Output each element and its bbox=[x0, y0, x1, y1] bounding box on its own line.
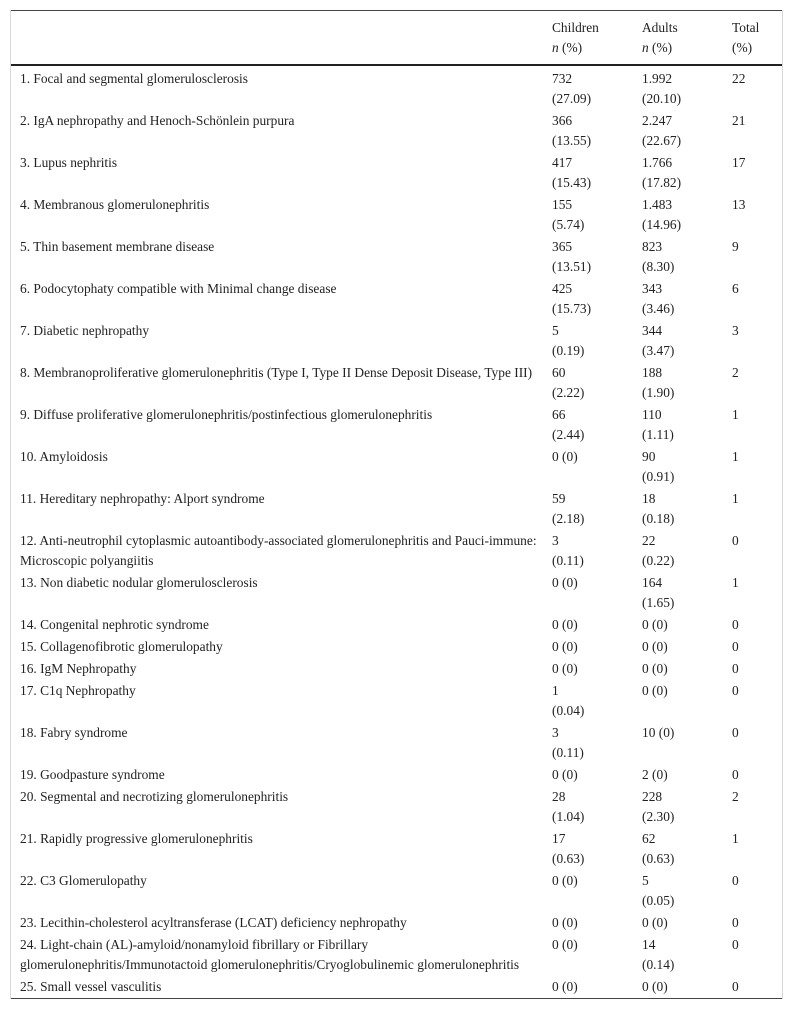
cell-adults-adults-text: 90 bbox=[642, 449, 656, 464]
cell-children bbox=[543, 934, 633, 976]
table-row bbox=[11, 870, 782, 912]
cell-adults-adults-text: 110 bbox=[642, 407, 662, 422]
cell-diagnosis-name-text: 12. Anti-neutrophil cytoplasmic autoantibody-associated glomerulonephritis and Pauci-immune: Microscopic polyangiitis bbox=[20, 533, 537, 568]
cell-total-total-text: 1 bbox=[732, 831, 739, 846]
cell-diagnosis-name-text: 7. Diabetic nephropathy bbox=[20, 323, 150, 338]
header-diagnosis bbox=[11, 11, 543, 66]
table-row bbox=[11, 764, 782, 786]
cell-children-children-text: 0 (0) bbox=[552, 639, 578, 654]
cell-adults-adults-text: 164 bbox=[642, 575, 663, 590]
cell-children-children-text: 365 bbox=[552, 239, 573, 254]
cell-total bbox=[723, 446, 782, 488]
cell-total-total-text: 21 bbox=[732, 113, 746, 128]
cell-children-children-pct-text: (2.44) bbox=[552, 427, 585, 442]
cell-diagnosis-name-text: 2. IgA nephropathy and Henoch-Schönlein purpura bbox=[20, 113, 295, 128]
cell-diagnosis bbox=[11, 572, 543, 614]
cell-adults-adults-text: 0 (0) bbox=[642, 683, 668, 698]
glomerular-disease-table bbox=[11, 10, 782, 999]
cell-adults-adults-text: 1.766 bbox=[642, 155, 673, 170]
cell-total-total-text: 13 bbox=[732, 197, 746, 212]
cell-diagnosis-name-text: 13. Non diabetic nodular glomerulosclerosis bbox=[20, 575, 258, 590]
cell-adults bbox=[633, 110, 723, 152]
cell-diagnosis bbox=[11, 934, 543, 976]
cell-adults-adults-pct-text: (3.46) bbox=[642, 301, 675, 316]
cell-adults bbox=[633, 636, 723, 658]
cell-adults-adults-pct-text: (0.22) bbox=[642, 553, 675, 568]
data-table-container bbox=[10, 10, 783, 999]
cell-adults bbox=[633, 764, 723, 786]
cell-children-children-text: 28 bbox=[552, 789, 566, 804]
cell-diagnosis bbox=[11, 764, 543, 786]
cell-adults bbox=[633, 488, 723, 530]
cell-diagnosis bbox=[11, 152, 543, 194]
cell-adults-adults-pct-text: (0.91) bbox=[642, 469, 675, 484]
cell-adults-adults-pct-text: (3.47) bbox=[642, 343, 675, 358]
cell-diagnosis-name-text: 8. Membranoproliferative glomerulonephritis (Type I, Type II Dense Deposit Disease, Type III) bbox=[20, 365, 533, 380]
cell-total-total-text: 0 bbox=[732, 639, 739, 654]
cell-diagnosis-name-text: 1. Focal and segmental glomerulosclerosis bbox=[20, 71, 248, 86]
cell-adults-adults-text: 344 bbox=[642, 323, 663, 338]
cell-total bbox=[723, 110, 782, 152]
cell-diagnosis-name-text: 17. C1q Nephropathy bbox=[20, 683, 136, 698]
table-body bbox=[11, 65, 782, 999]
cell-total bbox=[723, 194, 782, 236]
cell-adults-adults-text: 343 bbox=[642, 281, 663, 296]
cell-adults bbox=[633, 152, 723, 194]
table-row bbox=[11, 636, 782, 658]
cell-diagnosis bbox=[11, 65, 543, 110]
cell-total bbox=[723, 680, 782, 722]
cell-children-children-text: 0 (0) bbox=[552, 937, 578, 952]
cell-children bbox=[543, 404, 633, 446]
cell-children bbox=[543, 976, 633, 999]
cell-children-children-text: 417 bbox=[552, 155, 573, 170]
cell-diagnosis-name-text: 3. Lupus nephritis bbox=[20, 155, 118, 170]
cell-children-children-text: 0 (0) bbox=[552, 449, 578, 464]
cell-diagnosis bbox=[11, 488, 543, 530]
cell-adults-adults-pct-text: (17.82) bbox=[642, 175, 682, 190]
cell-adults bbox=[633, 572, 723, 614]
cell-adults-adults-text: 5 bbox=[642, 873, 649, 888]
cell-diagnosis bbox=[11, 236, 543, 278]
cell-children-children-text: 0 (0) bbox=[552, 661, 578, 676]
cell-diagnosis bbox=[11, 194, 543, 236]
cell-total-total-text: 0 bbox=[732, 979, 739, 994]
cell-diagnosis bbox=[11, 278, 543, 320]
cell-total-total-text: 2 bbox=[732, 789, 739, 804]
cell-children-children-text: 0 (0) bbox=[552, 767, 578, 782]
cell-diagnosis bbox=[11, 786, 543, 828]
cell-children-children-pct-text: (5.74) bbox=[552, 217, 585, 232]
cell-children bbox=[543, 362, 633, 404]
table-row bbox=[11, 530, 782, 572]
cell-children-children-text: 66 bbox=[552, 407, 566, 422]
table-row bbox=[11, 680, 782, 722]
cell-total-total-text: 0 bbox=[732, 915, 739, 930]
cell-total bbox=[723, 828, 782, 870]
cell-adults-adults-text: 14 bbox=[642, 937, 656, 952]
cell-total-total-text: 0 bbox=[732, 937, 739, 952]
cell-adults bbox=[633, 828, 723, 870]
cell-diagnosis-name-text: 25. Small vessel vasculitis bbox=[20, 979, 162, 994]
table-row bbox=[11, 236, 782, 278]
cell-children-children-pct-text: (2.18) bbox=[552, 511, 585, 526]
cell-children bbox=[543, 320, 633, 362]
cell-adults bbox=[633, 530, 723, 572]
cell-diagnosis-name-text: 9. Diffuse proliferative glomerulonephritis/postinfectious glomerulonephritis bbox=[20, 407, 433, 422]
cell-children-children-text: 732 bbox=[552, 71, 573, 86]
cell-total bbox=[723, 870, 782, 912]
cell-total-total-text: 0 bbox=[732, 873, 739, 888]
table-row bbox=[11, 404, 782, 446]
cell-adults-adults-pct-text: (0.63) bbox=[642, 851, 675, 866]
table-row bbox=[11, 722, 782, 764]
cell-children-children-text: 1 bbox=[552, 683, 559, 698]
cell-children bbox=[543, 828, 633, 870]
cell-children-children-pct-text: (0.04) bbox=[552, 703, 585, 718]
table-row bbox=[11, 614, 782, 636]
cell-adults-adults-pct-text: (1.11) bbox=[642, 427, 674, 442]
cell-children bbox=[543, 722, 633, 764]
cell-diagnosis-name-text: 4. Membranous glomerulonephritis bbox=[20, 197, 210, 212]
cell-children bbox=[543, 65, 633, 110]
cell-total bbox=[723, 912, 782, 934]
cell-total-total-text: 0 bbox=[732, 725, 739, 740]
table-row bbox=[11, 278, 782, 320]
cell-children-children-text: 0 (0) bbox=[552, 575, 578, 590]
table-row bbox=[11, 446, 782, 488]
cell-adults-adults-pct-text: (2.30) bbox=[642, 809, 675, 824]
table-row bbox=[11, 488, 782, 530]
cell-diagnosis-name-text: 22. C3 Glomerulopathy bbox=[20, 873, 147, 888]
cell-diagnosis bbox=[11, 636, 543, 658]
cell-children-children-pct-text: (0.19) bbox=[552, 343, 585, 358]
header-adults: Adults n (%) bbox=[642, 20, 678, 55]
cell-adults-adults-text: 0 (0) bbox=[642, 639, 668, 654]
cell-adults-adults-text: 188 bbox=[642, 365, 663, 380]
cell-adults bbox=[633, 236, 723, 278]
cell-total bbox=[723, 658, 782, 680]
cell-diagnosis bbox=[11, 404, 543, 446]
cell-children bbox=[543, 572, 633, 614]
cell-children bbox=[543, 680, 633, 722]
cell-total-total-text: 0 bbox=[732, 533, 739, 548]
cell-total-total-text: 0 bbox=[732, 661, 739, 676]
cell-adults bbox=[633, 722, 723, 764]
cell-total-total-text: 3 bbox=[732, 323, 739, 338]
cell-total-total-text: 1 bbox=[732, 575, 739, 590]
table-row bbox=[11, 65, 782, 110]
cell-total-total-text: 22 bbox=[732, 71, 746, 86]
header-total: Total (%) bbox=[732, 20, 760, 55]
cell-total-total-text: 0 bbox=[732, 683, 739, 698]
cell-total bbox=[723, 488, 782, 530]
cell-adults-adults-text: 0 (0) bbox=[642, 915, 668, 930]
cell-diagnosis bbox=[11, 320, 543, 362]
cell-total-total-text: 0 bbox=[732, 617, 739, 632]
cell-total bbox=[723, 278, 782, 320]
table-row bbox=[11, 110, 782, 152]
cell-children-children-pct-text: (0.63) bbox=[552, 851, 585, 866]
cell-diagnosis bbox=[11, 722, 543, 764]
cell-total bbox=[723, 152, 782, 194]
cell-total bbox=[723, 320, 782, 362]
cell-children-children-text: 59 bbox=[552, 491, 566, 506]
cell-adults-adults-pct-text: (0.05) bbox=[642, 893, 675, 908]
table-header-row bbox=[11, 11, 782, 66]
cell-children-children-pct-text: (13.55) bbox=[552, 133, 592, 148]
cell-adults-adults-pct-text: (14.96) bbox=[642, 217, 682, 232]
cell-diagnosis bbox=[11, 362, 543, 404]
cell-adults-adults-text: 18 bbox=[642, 491, 656, 506]
cell-diagnosis-name-text: 14. Congenital nephrotic syndrome bbox=[20, 617, 209, 632]
table-row bbox=[11, 658, 782, 680]
table-row bbox=[11, 828, 782, 870]
cell-total bbox=[723, 786, 782, 828]
cell-children-children-text: 155 bbox=[552, 197, 573, 212]
cell-children bbox=[543, 152, 633, 194]
cell-diagnosis-name-text: 23. Lecithin-cholesterol acyltransferase (LCAT) deficiency nephropathy bbox=[20, 915, 407, 930]
cell-adults-adults-pct-text: (1.90) bbox=[642, 385, 675, 400]
cell-adults bbox=[633, 194, 723, 236]
cell-adults-adults-text: 2.247 bbox=[642, 113, 673, 128]
cell-children bbox=[543, 870, 633, 912]
cell-adults bbox=[633, 786, 723, 828]
cell-adults-adults-pct-text: (20.10) bbox=[642, 91, 682, 106]
cell-total-total-text: 1 bbox=[732, 449, 739, 464]
cell-children-children-text: 60 bbox=[552, 365, 566, 380]
cell-total bbox=[723, 976, 782, 999]
cell-total bbox=[723, 572, 782, 614]
cell-diagnosis-name-text: 5. Thin basement membrane disease bbox=[20, 239, 215, 254]
cell-adults bbox=[633, 614, 723, 636]
header-children: Children n (%) bbox=[552, 20, 599, 55]
table-row bbox=[11, 194, 782, 236]
cell-adults-adults-text: 228 bbox=[642, 789, 663, 804]
cell-diagnosis-name-text: 10. Amyloidosis bbox=[20, 449, 108, 464]
cell-adults bbox=[633, 278, 723, 320]
cell-adults bbox=[633, 362, 723, 404]
cell-children-children-pct-text: (13.51) bbox=[552, 259, 592, 274]
cell-diagnosis bbox=[11, 976, 543, 999]
cell-children-children-text: 17 bbox=[552, 831, 566, 846]
table-row bbox=[11, 912, 782, 934]
cell-diagnosis-name-text: 20. Segmental and necrotizing glomerulonephritis bbox=[20, 789, 289, 804]
cell-adults-adults-text: 0 (0) bbox=[642, 979, 668, 994]
cell-children-children-text: 0 (0) bbox=[552, 873, 578, 888]
cell-children-children-text: 5 bbox=[552, 323, 559, 338]
cell-diagnosis-name-text: 15. Collagenofibrotic glomerulopathy bbox=[20, 639, 223, 654]
cell-total bbox=[723, 530, 782, 572]
table-row bbox=[11, 320, 782, 362]
cell-adults bbox=[633, 680, 723, 722]
cell-adults bbox=[633, 870, 723, 912]
cell-adults-adults-text: 2 (0) bbox=[642, 767, 668, 782]
cell-adults-adults-pct-text: (1.65) bbox=[642, 595, 675, 610]
cell-total bbox=[723, 934, 782, 976]
cell-adults bbox=[633, 65, 723, 110]
cell-children bbox=[543, 236, 633, 278]
cell-children bbox=[543, 764, 633, 786]
cell-children bbox=[543, 912, 633, 934]
cell-total bbox=[723, 236, 782, 278]
table-row bbox=[11, 572, 782, 614]
cell-children-children-text: 3 bbox=[552, 533, 559, 548]
cell-total-total-text: 0 bbox=[732, 767, 739, 782]
cell-diagnosis-name-text: 6. Podocytophaty compatible with Minimal change disease bbox=[20, 281, 337, 296]
cell-adults bbox=[633, 446, 723, 488]
cell-total bbox=[723, 764, 782, 786]
cell-adults-adults-text: 0 (0) bbox=[642, 661, 668, 676]
cell-children-children-text: 425 bbox=[552, 281, 573, 296]
table-row bbox=[11, 786, 782, 828]
cell-adults-adults-text: 22 bbox=[642, 533, 656, 548]
cell-total bbox=[723, 722, 782, 764]
cell-diagnosis-name-text: 21. Rapidly progressive glomerulonephritis bbox=[20, 831, 253, 846]
cell-adults-adults-pct-text: (0.14) bbox=[642, 957, 675, 972]
cell-diagnosis-name-text: 16. IgM Nephropathy bbox=[20, 661, 137, 676]
table-row bbox=[11, 934, 782, 976]
cell-total-total-text: 9 bbox=[732, 239, 739, 254]
cell-adults bbox=[633, 976, 723, 999]
cell-diagnosis bbox=[11, 110, 543, 152]
cell-adults-adults-text: 62 bbox=[642, 831, 656, 846]
cell-diagnosis-name-text: 18. Fabry syndrome bbox=[20, 725, 128, 740]
cell-total bbox=[723, 65, 782, 110]
cell-children bbox=[543, 278, 633, 320]
cell-children bbox=[543, 658, 633, 680]
cell-adults bbox=[633, 934, 723, 976]
cell-adults-adults-pct-text: (22.67) bbox=[642, 133, 682, 148]
cell-total bbox=[723, 404, 782, 446]
cell-children-children-text: 366 bbox=[552, 113, 573, 128]
cell-total-total-text: 6 bbox=[732, 281, 739, 296]
cell-children bbox=[543, 786, 633, 828]
table-row bbox=[11, 152, 782, 194]
cell-adults-adults-text: 1.483 bbox=[642, 197, 673, 212]
cell-diagnosis bbox=[11, 680, 543, 722]
cell-diagnosis-name-text: 24. Light-chain (AL)-amyloid/nonamyloid fibrillary or Fibrillary glomerulonephritis/Immunotactoid glomerulonephritis/Cryoglobulinemic glomerulonephritis bbox=[20, 937, 520, 972]
cell-diagnosis-name-text: 19. Goodpasture syndrome bbox=[20, 767, 165, 782]
table-row bbox=[11, 362, 782, 404]
cell-adults bbox=[633, 912, 723, 934]
cell-children-children-text: 0 (0) bbox=[552, 915, 578, 930]
cell-adults-adults-text: 1.992 bbox=[642, 71, 673, 86]
cell-diagnosis bbox=[11, 614, 543, 636]
cell-children bbox=[543, 446, 633, 488]
cell-children-children-pct-text: (2.22) bbox=[552, 385, 585, 400]
cell-adults-adults-text: 10 (0) bbox=[642, 725, 675, 740]
cell-children-children-pct-text: (15.43) bbox=[552, 175, 592, 190]
cell-diagnosis bbox=[11, 530, 543, 572]
cell-children-children-text: 3 bbox=[552, 725, 559, 740]
cell-total bbox=[723, 362, 782, 404]
cell-children bbox=[543, 110, 633, 152]
cell-children-children-pct-text: (27.09) bbox=[552, 91, 592, 106]
cell-diagnosis bbox=[11, 658, 543, 680]
cell-adults bbox=[633, 404, 723, 446]
cell-diagnosis bbox=[11, 912, 543, 934]
cell-total-total-text: 1 bbox=[732, 407, 739, 422]
cell-diagnosis bbox=[11, 870, 543, 912]
cell-total-total-text: 2 bbox=[732, 365, 739, 380]
cell-total-total-text: 1 bbox=[732, 491, 739, 506]
cell-children-children-pct-text: (1.04) bbox=[552, 809, 585, 824]
cell-children-children-pct-text: (0.11) bbox=[552, 745, 584, 760]
cell-children bbox=[543, 636, 633, 658]
cell-adults-adults-pct-text: (0.18) bbox=[642, 511, 675, 526]
cell-diagnosis bbox=[11, 828, 543, 870]
cell-total bbox=[723, 614, 782, 636]
cell-children bbox=[543, 488, 633, 530]
cell-children bbox=[543, 194, 633, 236]
cell-total bbox=[723, 636, 782, 658]
table-row bbox=[11, 976, 782, 999]
cell-children-children-text: 0 (0) bbox=[552, 979, 578, 994]
cell-total-total-text: 17 bbox=[732, 155, 746, 170]
cell-children-children-pct-text: (15.73) bbox=[552, 301, 592, 316]
cell-adults-adults-pct-text: (8.30) bbox=[642, 259, 675, 274]
cell-children bbox=[543, 614, 633, 636]
cell-adults-adults-text: 823 bbox=[642, 239, 663, 254]
cell-adults bbox=[633, 320, 723, 362]
cell-children-children-text: 0 (0) bbox=[552, 617, 578, 632]
cell-adults-adults-text: 0 (0) bbox=[642, 617, 668, 632]
cell-diagnosis bbox=[11, 446, 543, 488]
cell-children-children-pct-text: (0.11) bbox=[552, 553, 584, 568]
cell-children bbox=[543, 530, 633, 572]
cell-adults bbox=[633, 658, 723, 680]
cell-diagnosis-name-text: 11. Hereditary nephropathy: Alport syndrome bbox=[20, 491, 265, 506]
